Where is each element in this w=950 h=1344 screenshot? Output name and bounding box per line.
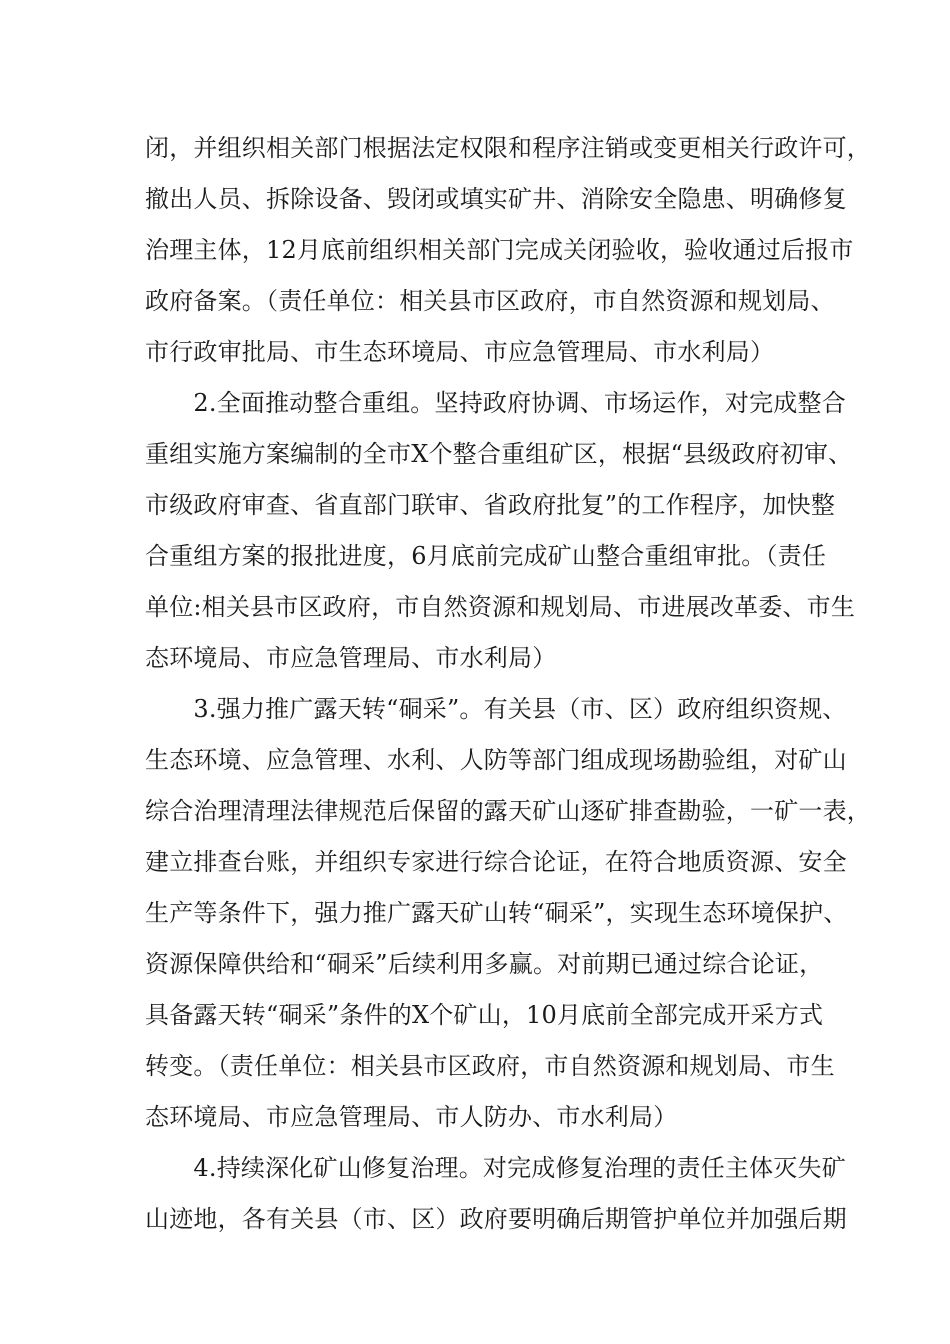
- text-line: 闭，并组织相关部门根据法定权限和程序注销或变更相关行政许可，: [145, 134, 871, 162]
- text-line: 市行政审批局、市生态环境局、市应急管理局、市水利局）: [145, 338, 775, 366]
- paragraph-start-line: 3.强力推广露天转“硐采”。有关县（市、区）政府组织资规、: [145, 695, 847, 723]
- text-line: 生产等条件下，强力推广露天矿山转“硐采”，实现生态环境保护、: [145, 899, 848, 927]
- text-line: 资源保障供给和“硐采”后续利用多赢。对前期已通过综合论证，: [145, 950, 824, 978]
- text-line: 治理主体，12月底前组织相关部门完成关闭验收，验收通过后报市: [145, 236, 854, 264]
- text-line: 态环境局、市应急管理局、市人防办、市水利局）: [145, 1103, 678, 1131]
- text-line: 转变。（责任单位：相关县市区政府，市自然资源和规划局、市生: [145, 1052, 835, 1080]
- text-line: 合重组方案的报批进度，6月底前完成矿山整合重组审批。（责任: [145, 542, 827, 570]
- text-line: 重组实施方案编制的全市X个整合重组矿区，根据“县级政府初审、: [145, 440, 853, 468]
- text-line: 具备露天转“硐采”条件的X个矿山，10月底前全部完成开采方式: [145, 1001, 824, 1029]
- text-line: 政府备案。（责任单位：相关县市区政府，市自然资源和规划局、: [145, 287, 835, 315]
- text-line: 山迹地，各有关县（市、区）政府要明确后期管护单位并加强后期: [145, 1205, 847, 1233]
- text-line: 生态环境、应急管理、水利、人防等部门组成现场勘验组，对矿山: [145, 746, 847, 774]
- text-line: 综合治理清理法律规范后保留的露天矿山逐矿排查勘验，一矿一表，: [145, 797, 871, 825]
- paragraph-start-line: 4.持续深化矿山修复治理。对完成修复治理的责任主体灭失矿: [145, 1154, 846, 1182]
- text-line: 态环境局、市应急管理局、市水利局）: [145, 644, 557, 672]
- text-line: 建立排查台账，并组织专家进行综合论证，在符合地质资源、安全: [145, 848, 847, 876]
- text-line: 单位:相关县市区政府，市自然资源和规划局、市进展改革委、市生: [145, 593, 856, 621]
- text-line: 撤出人员、拆除设备、毁闭或填实矿井、消除安全隐患、明确修复: [145, 185, 847, 213]
- paragraph-start-line: 2.全面推动整合重组。坚持政府协调、市场运作，对完成整合: [145, 389, 846, 417]
- text-line: 市级政府审查、省直部门联审、省政府批复”的工作程序，加快整: [145, 491, 836, 519]
